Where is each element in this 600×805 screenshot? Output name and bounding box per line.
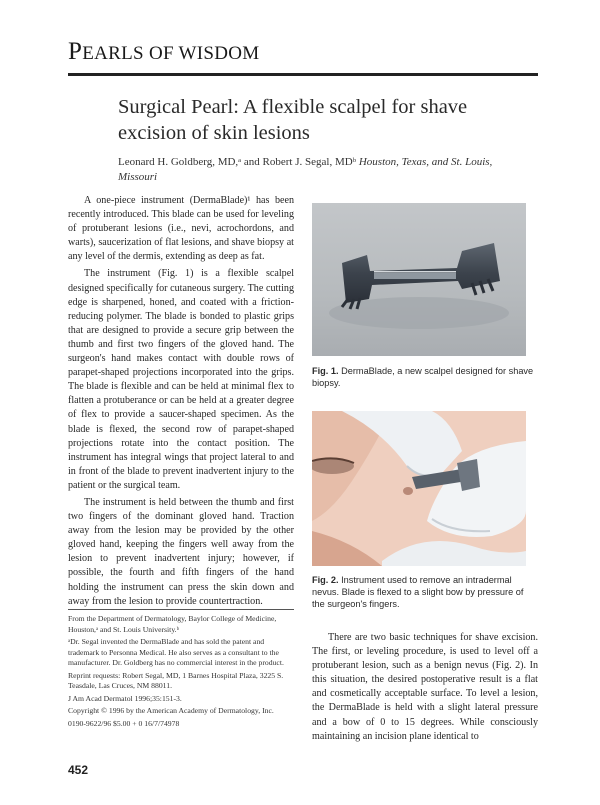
paragraph: The instrument (Fig. 1) is a flexible scalpel designed specifically for cutaneous surgery. The cutting edge is sharpened, honed, and coated with a friction-reducing polymer. The blade is bonded to plastic grips that are designed to provide a secure grip between the thumb and first two fingers of the gloved hand. The surgeon's hand makes contact with double rows of parapet-shaped projections incorporated into the grips. The blade is flexible and can be held at minimal flex to flatten a protuberance or can be held at a greater degree of flex to provide a saucer-shaped specimen. As the blade is flexed, the second row of parapet-shaped projections rotate into the contact position. The instrument has integral wings that project lateral to and in front of the blade to prevent inadvertent injury to the patient or the surgical team. [68, 268, 294, 491]
figure-1-caption [312, 365, 538, 389]
section-heading-rest: EARLS OF WISDOM [82, 43, 260, 64]
footnote: Reprint requests: Robert Segal, MD, 1 Barnes Hospital Plaza, 3225 S. Teasdale, Las Cruces, NM 88011. [68, 670, 284, 690]
paragraph: The instrument is held between the thumb and first two fingers of the dominant gloved hand. Traction away from the lesion may be provided by the other gloved hand, keeping the fingers well away from the lesion to prevent inadvertent injury; however, if possible, the fourth and fifth fingers of the hand holding the instrument can press the skin down and away from the lesion to provide countertraction. [68, 496, 294, 607]
figure-1-text: DermaBlade, a new scalpel designed for shave biopsy. [312, 366, 534, 388]
dermablade-illustration [312, 203, 526, 356]
footnote: J Am Acad Dermatol 1996;35:151-3. [68, 693, 182, 703]
figure-2-text: Instrument used to remove an intradermal nevus. Blade is flexed to a slight bow by pressure of the surgeon's fingers. [312, 575, 524, 609]
footnote: Copyright © 1996 by the American Academy of Dermatology, Inc. [68, 706, 274, 715]
footnote: 0190-9622/96 $5.00 + 0 16/7/74978 [68, 718, 180, 728]
page-number: 452 [68, 763, 89, 777]
author-names: Leonard H. Goldberg, MD,ᵃ and Robert J. Segal, MDᵇ [118, 156, 357, 168]
paragraph: There are two basic techniques for shave excision. The first, or leveling procedure, is used to level off a protuberant lesion, such as a benign nevus (Fig. 2). In this situation, the desired postoperative result is a flat and cosmetically acceptable surface. To level a lesion, the DermaBlade is held with a slight lateral pressure and a bow of 0 to 15 degrees. While consciously maintaining an incision plane identical to [312, 632, 538, 742]
author-line [118, 155, 518, 185]
section-heading-initial: P [68, 38, 83, 65]
footnotes [68, 614, 294, 731]
footnote: From the Department of Dermatology, Baylor College of Medicine, Houston,ᵃ and St. Louis University.ᵇ [68, 614, 277, 634]
section-heading [68, 38, 260, 66]
footnote: ᵃDr. Segal invented the DermaBlade and has sold the patent and trademark to Personna Medical. He also serves as a consultant to the manufacturer. Dr. Goldberg has no commercial interest in the product. [68, 637, 284, 667]
article-title: Surgical Pearl: A flexible scalpel for shave excision of skin lesions [118, 96, 468, 144]
surgery-illustration [312, 411, 526, 566]
figure-2-label: Fig. 2. [312, 575, 339, 585]
figure-2-photo [312, 411, 526, 566]
footnote-rule [68, 609, 294, 610]
author-locations: Houston, Texas, and St. Louis, Missouri [118, 156, 493, 183]
figure-2-caption [312, 574, 538, 610]
figure-1-photo [312, 203, 526, 356]
heading-rule [68, 73, 538, 76]
right-column [312, 631, 538, 747]
paragraph: A one-piece instrument (DermaBlade)¹ has been recently introduced. This blade can be used for leveling of protuberant lesions (i.e., nevi, acrochordons, and warts), saucerization of flat lesions, and shave biopsy at any level of the dermis, extending as deep as fat. [68, 195, 294, 263]
figure-1-label: Fig. 1. [312, 366, 339, 376]
left-column [68, 194, 294, 612]
